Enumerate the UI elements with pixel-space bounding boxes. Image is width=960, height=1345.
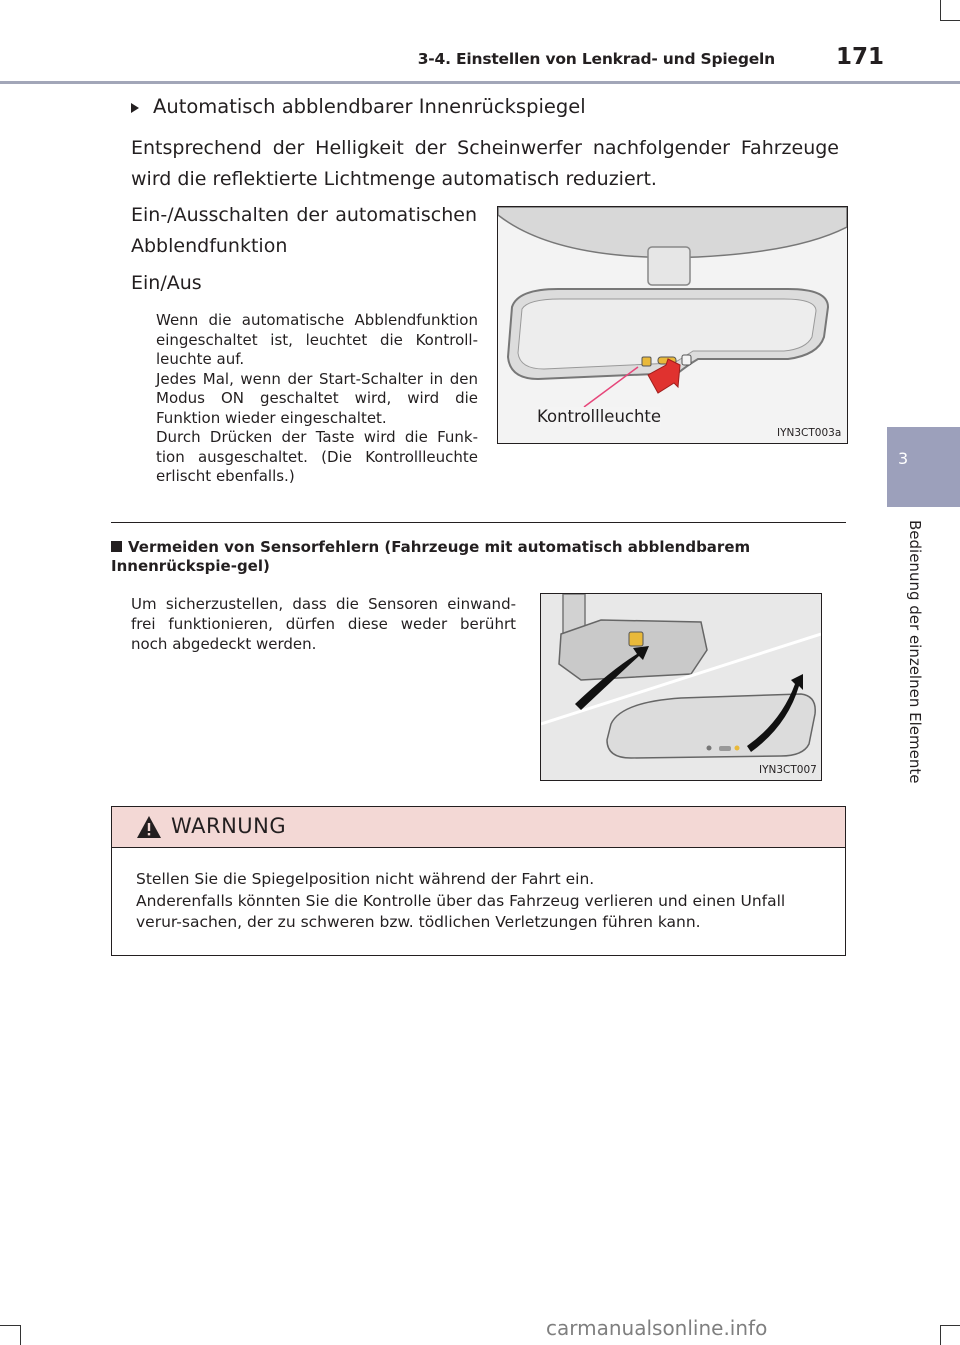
warning-header (112, 807, 845, 848)
crop-mark (940, 1325, 960, 1326)
warning-box (111, 806, 846, 956)
crop-mark (940, 20, 960, 21)
watermark: carmanualsonline.info (546, 1316, 768, 1340)
mirror-illustration (497, 206, 848, 444)
crop-mark (940, 1325, 941, 1345)
chapter-title: Bedienung der einzelnen Elemente (906, 520, 924, 784)
warning-text (136, 869, 828, 934)
sensor-illustration (540, 593, 822, 781)
crop-mark (940, 0, 941, 20)
figure-code: IYN3CT003a (777, 427, 842, 439)
warning-triangle-icon (136, 815, 162, 839)
page-number: 171 (836, 44, 885, 70)
chapter-title-vertical (904, 520, 926, 790)
warning-line-1: Stellen Sie die Spiegelposition nicht während der Fahrt ein. (136, 870, 595, 888)
section-divider (111, 522, 846, 523)
crop-mark (0, 1325, 20, 1326)
state-label: Ein/Aus (131, 272, 202, 294)
warning-line-2: Anderenfalls könnten Sie die Kontrolle über das Fahrzeug verlieren und einen Unfall verur-sachen, der zu schweren bzw. tödlichen Verletzungen führen kann. (136, 891, 786, 931)
subsection-heading-text: Automatisch abblendbarer Innenrückspiegel (153, 95, 586, 118)
chapter-number: 3 (898, 449, 909, 468)
sensor-drawing (541, 594, 821, 780)
square-bullet-icon (111, 541, 122, 552)
section-heading-text: Vermeiden von Sensorfehlern (Fahrzeuge mit automatisch abblendbarem Innenrückspie-gel) (111, 538, 751, 575)
header-rule (0, 81, 960, 84)
figure-code: IYN3CT007 (759, 764, 817, 776)
triangle-bullet-icon (131, 103, 139, 113)
indicator-callout: Kontrollleuchte (537, 407, 662, 426)
sensor-paragraph: Um sicherzustellen, dass die Sensoren einwand-frei funktionieren, dürfen diese weder berührt noch abgedeckt werden. (131, 595, 516, 653)
subsection-heading (131, 95, 586, 118)
section-title: 3-4. Einstellen von Lenkrad- und Spiegeln (417, 50, 775, 68)
function-note: Wenn die automatische Abblendfunktion eingeschaltet ist, leuchtet die Kontroll-leuchte auf. Jedes Mal, wenn der Start-Schalter in den Modus ON geschaltet wird, wird die Funktion wieder eingeschaltet. Durch Drücken der Taste wird die Funk-tion ausgeschaltet. (Die Kontrollleuchte erlischt ebenfalls.) (156, 311, 478, 485)
crop-mark (20, 1325, 21, 1345)
intro-paragraph: Entsprechend der Helligkeit der Scheinwerfer nachfolgender Fahrzeuge wird die reflektierte Lichtmenge automatisch reduziert. (131, 137, 839, 190)
warning-title: WARNUNG (171, 814, 287, 838)
section-heading (111, 538, 846, 576)
switch-label: Ein-/Ausschalten der automatischen Abblendfunktion (131, 204, 477, 257)
